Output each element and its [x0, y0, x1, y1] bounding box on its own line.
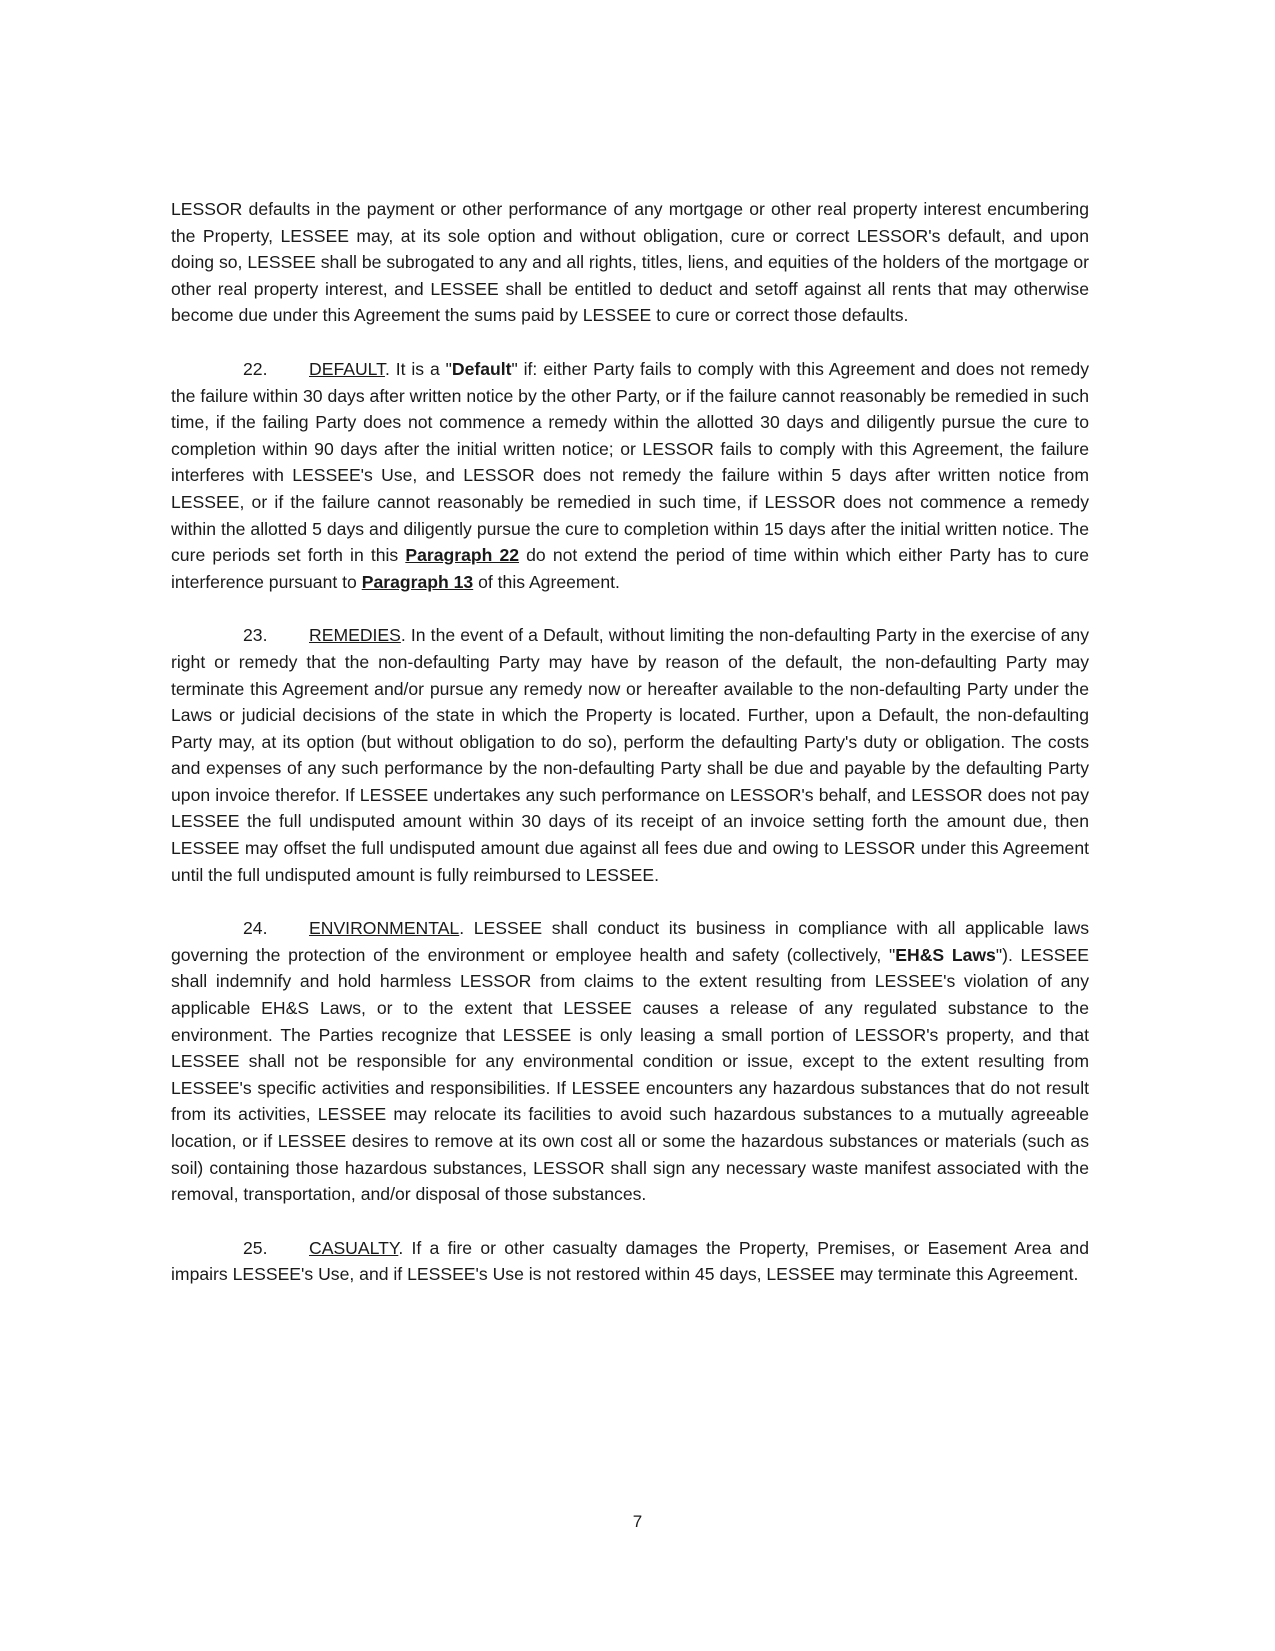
section-text: of this Agreement. [473, 571, 620, 592]
section-text: " if: either Party fails to comply with this Agreement and does not remedy the failure within 30 days after written notice by the other Party, or if the failure cannot reasonably be remedied in such time, if the failing Party does not commence a remedy within the allotted 30 days and diligently pursue the cure to completion within 90 days after the initial written notice; or LESSOR fails to comply with this Agreement, the failure interferes with LESSEE's Use, and LESSOR does not remedy the failure within 5 days after written notice from LESSEE, or if the failure cannot reasonably be remedied in such time, if LESSOR does not commence a remedy within the allotted 5 days and diligently pursue the cure to completion within 15 days after the initial written notice. The cure periods set forth in this [171, 358, 1090, 566]
section-text: do not extend the period of time within which either Party has to cure interference pursuant to [171, 545, 1089, 592]
paragraph-reference: Paragraph 22 [405, 545, 520, 566]
document-page [171, 196, 1089, 1315]
paragraph-text: LESSOR defaults in the payment or other performance of any mortgage or other real property interest encumbering the Property, LESSEE may, at its sole option and without obligation, cure or correct LESSOR's default, and upon doing so, LESSEE shall be subrogated to any and all rights, titles, liens, and equities of the holders of the mortgage or other real property interest, and LESSEE shall be entitled to deduct and setoff against all rents that may otherwise become due under this Agreement the sums paid by LESSEE to cure or correct those defaults. [171, 199, 1089, 326]
paragraph-reference: Paragraph 13 [361, 571, 474, 592]
section-text: . In the event of a Default, without limiting the non-defaulting Party in the exercise of any right or remedy that the non-defaulting Party may have by reason of the default, the non-defaulting Party may terminate this Agreement and/or pursue any remedy now or hereafter available to the non-defaulting Party under the Laws or judicial decisions of the state in which the Property is located. Further, upon a Default, the non-defaulting Party may, at its option (but without obligation to do so), perform the defaulting Party's duty or obligation. The costs and expenses of any such performance by the non-defaulting Party shall be due and payable by the defaulting Party upon invoice therefor. If LESSEE undertakes any such performance on LESSOR's behalf, and LESSOR does not pay LESSEE the full undisputed amount within 30 days of its receipt of an invoice setting forth the amount due, then LESSEE may offset the full undisputed amount due against all fees due and owing to LESSOR under this Agreement until the full undisputed amount is fully reimbursed to LESSEE. [171, 625, 1089, 885]
section-title: ENVIRONMENTAL [309, 918, 460, 939]
page-number: 7 [632, 1512, 643, 1531]
section-number: 25. [243, 1237, 268, 1258]
section-title: CASUALTY [309, 1237, 399, 1258]
defined-term: EH&S Laws [895, 944, 996, 965]
section-title: REMEDIES [309, 625, 401, 646]
section-text: . If a fire or other casualty damages the Property, Premises, or Easement Area and impairs LESSEE's Use, and if LESSEE's Use is not restored within 45 days, LESSEE may terminate this Agreement. [171, 1237, 1089, 1285]
section-text: . It is a " [384, 358, 452, 379]
section-number: 23. [243, 625, 268, 646]
section-23-remedies [171, 622, 1089, 888]
section-number: 24. [243, 918, 268, 939]
section-number: 22. [243, 358, 268, 379]
section-text: "). LESSEE shall indemnify and hold harmless LESSOR from claims to the extent resulting from LESSEE's violation of any applicable EH&S Laws, or to the extent that LESSEE causes a release of any regulated substance to the environment. The Parties recognize that LESSEE is only leasing a small portion of LESSOR's property, and that LESSEE shall not be responsible for any environmental condition or issue, except to the extent resulting from LESSEE's specific activities and responsibilities. If LESSEE encounters any hazardous substances that do not result from its activities, LESSEE may relocate its facilities to avoid such hazardous substances to a mutually agreeable location, or if LESSEE desires to remove at its own cost all or some the hazardous substances or materials (such as soil) containing those hazardous substances, LESSOR shall sign any necessary waste manifest associated with the removal, transportation, and/or disposal of those substances. [171, 944, 1089, 1205]
section-text: . LESSEE shall conduct its business in compliance with all applicable laws governing the protection of the environment or employee health and safety (collectively, " [171, 918, 1089, 965]
section-title: DEFAULT [309, 358, 385, 379]
defined-term: Default [451, 358, 512, 379]
section-25-casualty [171, 1235, 1089, 1288]
paragraph-21-continuation [171, 196, 1089, 329]
section-24-environmental [171, 915, 1089, 1208]
section-22-default [171, 356, 1089, 595]
